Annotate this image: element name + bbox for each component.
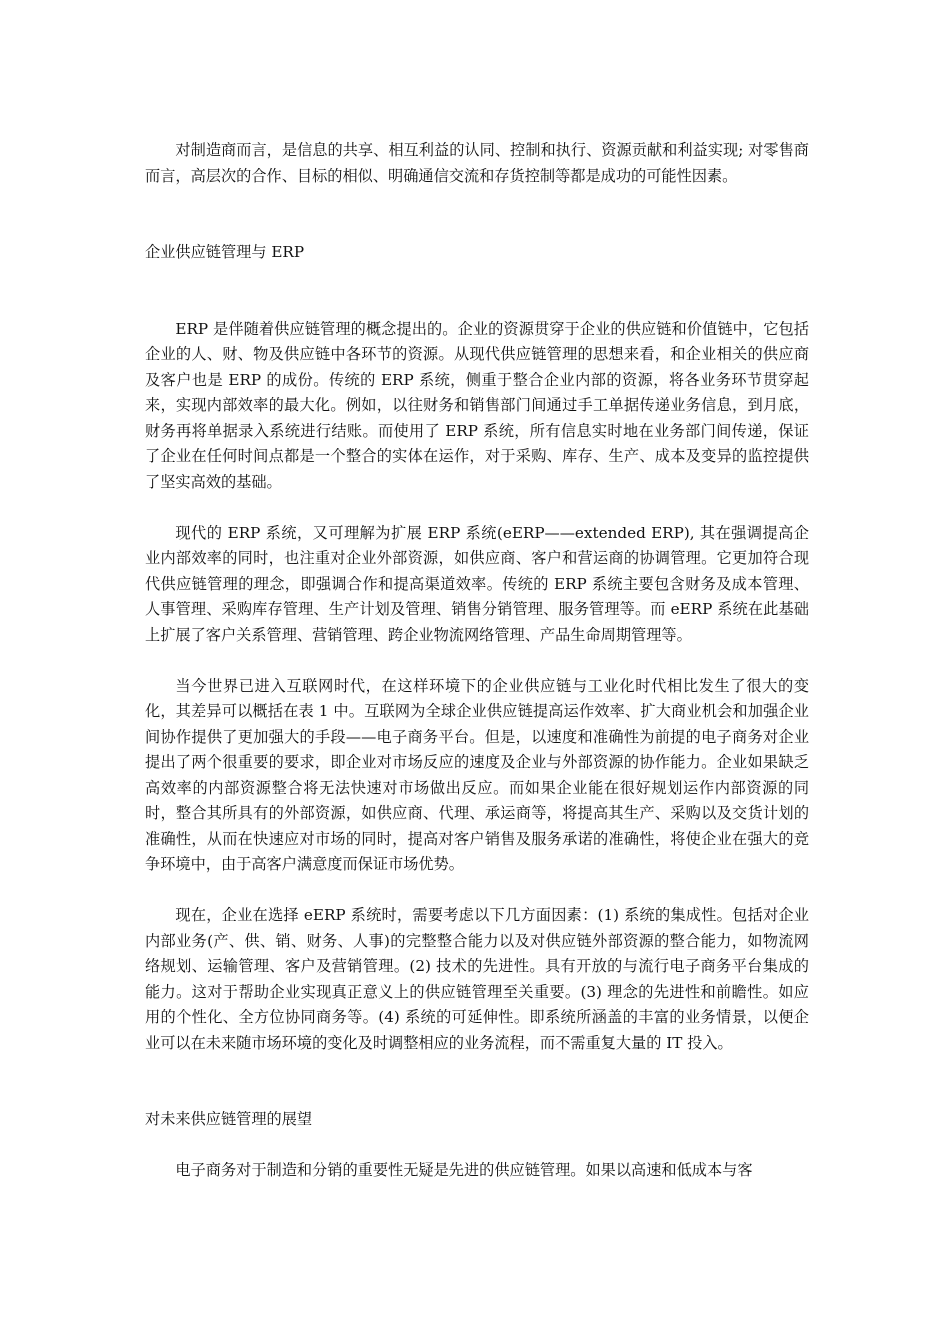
document-body [145, 138, 809, 1184]
paragraph-eerp: 现代的 ERP 系统，又可理解为扩展 ERP 系统(eERP——extended ERP), 其在强调提高企业内部效率的同时，也注重对企业外部资源，如供应商、客户和营运商的协调管理。它更加符合现代供应链管理的理念，即强调合作和提高渠道效率。传统的 ERP 系统主要包含财务及成本管理、人事管理、采购库存管理、生产计划及管理、销售分销管理、服务管理等。而 eERP 系统在此基础上扩展了客户关系管理、营销管理、跨企业物流网络管理、产品生命周期管理等。 [145, 523, 809, 644]
section-heading-future: 对未来供应链管理的展望 [145, 1110, 313, 1128]
spacer [145, 266, 809, 317]
paragraph-eerp-selection: 现在，企业在选择 eERP 系统时，需要考虑以下几方面因素：(1) 系统的集成性。包括对企业内部业务(产、供、销、财务、人事)的完整整合能力以及对供应链外部资源的整合能力，如物流网络规划、运输管理、客户及营销管理。(2) 技术的先进性。具有开放的与流行电子商务平台集成的能力。这对于帮助企业实现真正意义上的供应链管理至关重要。(3) 理念的先进性和前瞻性。如应用的个性化、全方位协同商务等。(4) 系统的可延伸性。即系统所涵盖的丰富的业务情景，以便企业可以在未来随市场环境的变化及时调整相应的业务流程，而不需重复大量的 IT 投入。 [145, 906, 809, 1052]
spacer [145, 1056, 809, 1107]
section-heading-erp: 企业供应链管理与 ERP [145, 243, 305, 261]
spacer [145, 1133, 809, 1159]
spacer [145, 495, 809, 521]
paragraph-manufacturer-retailer: 对制造商而言，是信息的共享、相互利益的认同、控制和执行、资源贡献和利益实现; 对零售商而言，高层次的合作、目标的相似、明确通信交流和存货控制等都是成功的可能性因素。 [145, 141, 809, 185]
spacer [145, 878, 809, 904]
paragraph-erp-intro: ERP 是伴随着供应链管理的概念提出的。企业的资源贯穿于企业的供应链和价值链中，它包括企业的人、财、物及供应链中各环节的资源。从现代供应链管理的思想来看，和企业相关的供应商及客户也是 ERP 的成份。传统的 ERP 系统，侧重于整合企业内部的资源，将各业务环节贯穿起来，实现内部效率的最大化。例如，以往财务和销售部门间通过手工单据传递业务信息，到月底，财务再将单据录入系统进行结账。而使用了 ERP 系统，所有信息实时地在业务部门间传递，保证了企业在任何时间点都是一个整合的实体在运作，对于采购、库存、生产、成本及变异的监控提供了坚实高效的基础。 [145, 319, 809, 491]
paragraph-internet-era: 当今世界已进入互联网时代，在这样环境下的企业供应链与工业化时代相比发生了很大的变化，其差异可以概括在表 1 中。互联网为全球企业供应链提高运作效率、扩大商业机会和加强企业间协作提供了更加强大的手段——电子商务平台。但是，以速度和准确性为前提的电子商务对企业提出了两个很重要的要求，即企业对市场反应的速度及企业与外部资源的协作能力。企业如果缺乏高效率的内部资源整合将无法快速对市场做出反应。而如果企业能在很好规划运作内部资源的同时，整合其所具有的外部资源，如供应商、代理、承运商等，将提高其生产、采购以及交货计划的准确性，从而在快速应对市场的同时，提高对客户销售及服务承诺的准确性，将使企业在强大的竞争环境中，由于高客户满意度而保证市场优势。 [145, 676, 809, 873]
spacer [145, 648, 809, 674]
spacer [145, 189, 809, 240]
paragraph-ecommerce: 电子商务对于制造和分销的重要性无疑是先进的供应链管理。如果以高速和低成本与客 [175, 1161, 753, 1179]
